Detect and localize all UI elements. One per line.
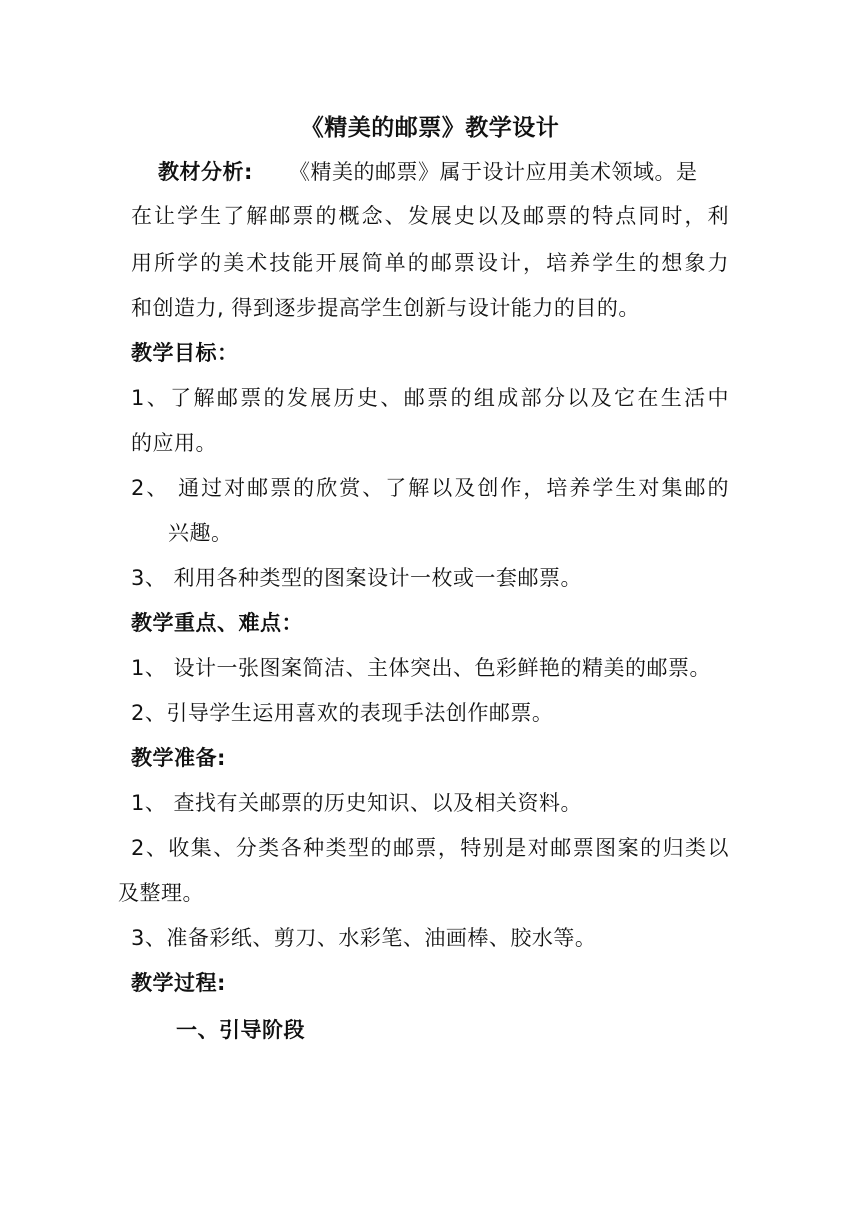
preparation-heading: 教学准备: (131, 746, 226, 770)
process-section-1: 一、引导阶段 (176, 1018, 305, 1042)
objectives-heading: 教学目标： (131, 341, 239, 365)
objective-item-1-cont: 的应用。 (131, 431, 217, 455)
preparation-item-3: 3、准备彩纸、剪刀、水彩笔、油画棒、胶水等。 (131, 926, 597, 950)
objective-item-1: 1、了解邮票的发展历史、邮票的组成部分以及它在生活中 (131, 386, 729, 410)
preparation-item-1: 1、 查找有关邮票的历史知识、以及相关资料。 (131, 791, 583, 815)
analysis-line-4: 和创造力, 得到逐步提高学生创新与设计能力的目的。 (131, 296, 640, 320)
preparation-item-2-cont: 及整理。 (118, 881, 204, 905)
preparation-item-2: 2、收集、分类各种类型的邮票，特别是对邮票图案的归类以 (131, 836, 729, 860)
objective-item-2-cont: 兴趣。 (168, 521, 233, 545)
objective-item-3: 3、 利用各种类型的图案设计一枚或一套邮票。 (131, 566, 583, 590)
analysis-label: 教材分析: (158, 160, 253, 184)
objective-item-2: 2、 通过对邮票的欣赏、了解以及创作，培养学生对集邮的 (131, 476, 729, 500)
analysis-line-3: 用所学的美术技能开展简单的邮票设计，培养学生的想象力 (131, 251, 729, 275)
document-title: 《精美的邮票》教学设计 (300, 115, 560, 141)
key-point-item-2: 2、引导学生运用喜欢的表现手法创作邮票。 (131, 701, 554, 725)
analysis-line-2: 在让学生了解邮票的概念、发展史以及邮票的特点同时，利 (131, 204, 729, 228)
analysis-line-1: 《精美的邮票》属于设计应用美术领域。是 (289, 160, 698, 184)
key-point-item-1: 1、 设计一张图案简洁、主体突出、色彩鲜艳的精美的邮票。 (131, 656, 712, 680)
key-points-heading: 教学重点、难点： (131, 611, 303, 635)
process-heading: 教学过程: (131, 971, 226, 995)
